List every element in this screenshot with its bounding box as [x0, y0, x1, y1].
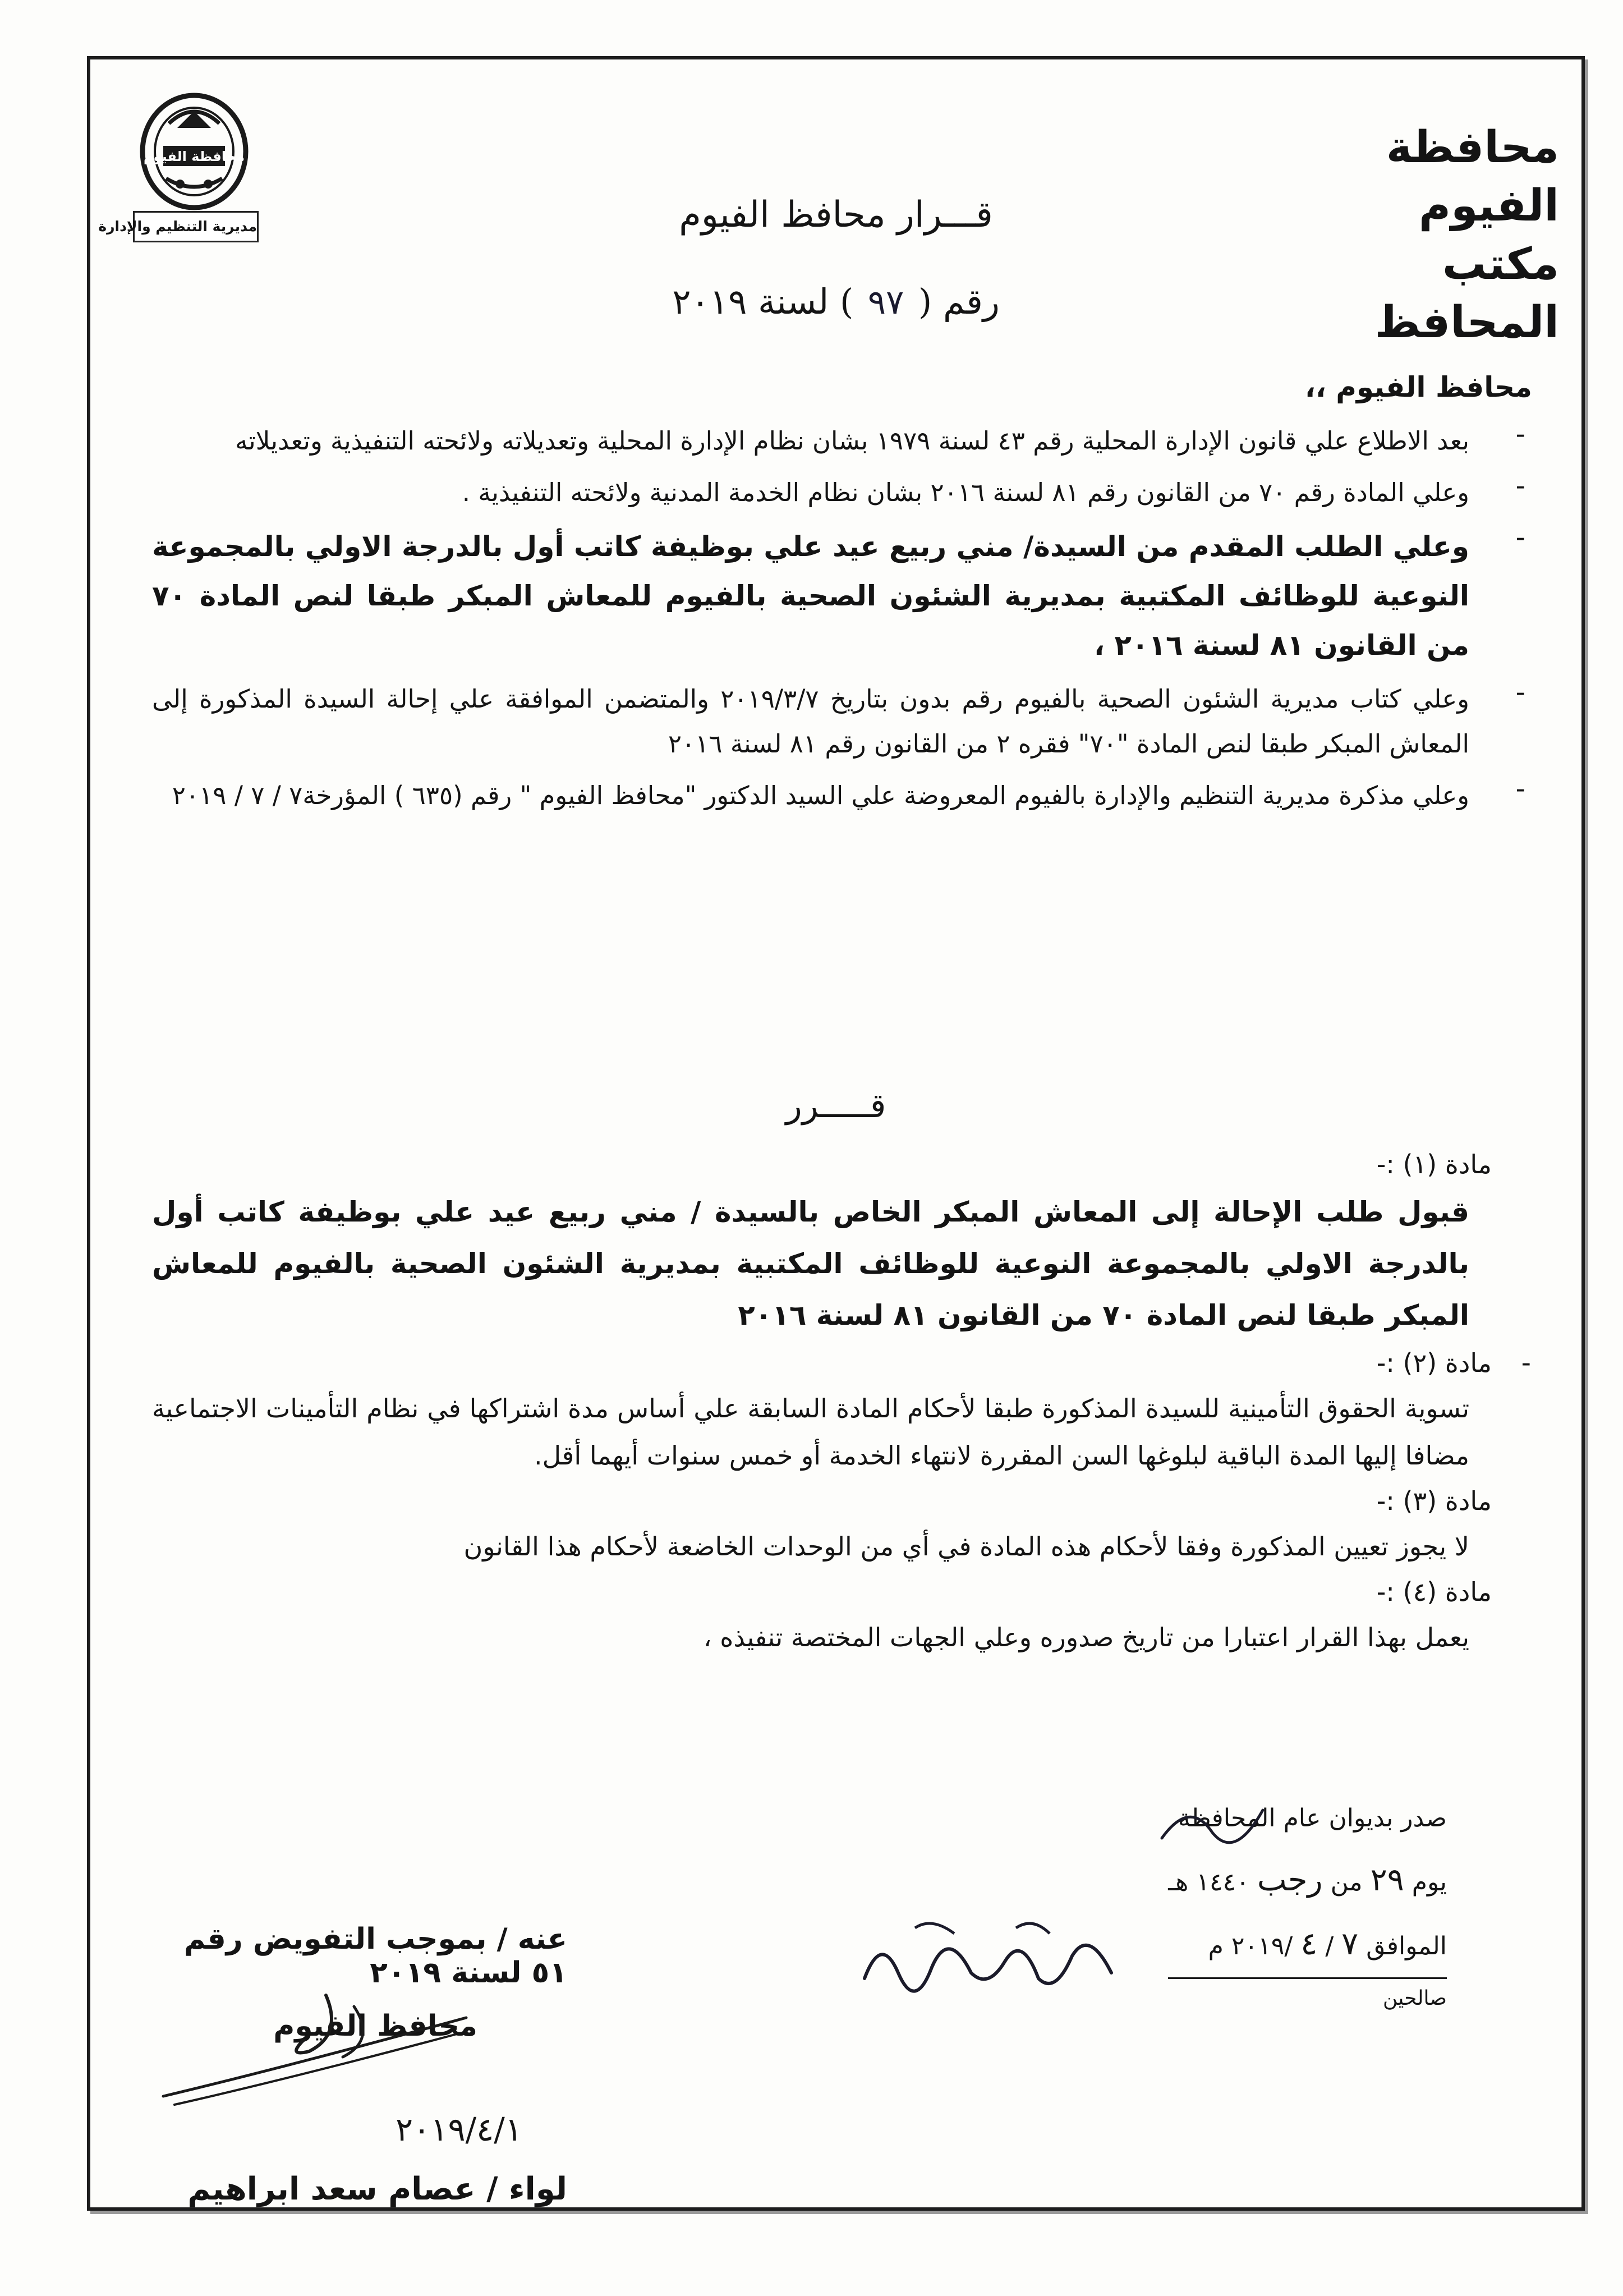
- article-text: قبول طلب الإحالة إلى المعاش المبكر الخاص بالسيدة / مني ربيع عيد علي بوظيفة كاتب أول بالدرجة الاولي بالمجموعة النوعية للوظائف المكتبية بمديرية الشئون الصحية بالفيوم للمعاش المبكر طبقا لنص المادة ٧٠ من القانون ٨١ لسنة ٢٠١٦: [152, 1196, 1469, 1331]
- bullet-dash: -: [1515, 419, 1525, 450]
- gregorian-month: ٤: [1300, 1926, 1318, 1962]
- preamble-text: بعد الاطلاع علي قانون الإدارة المحلية رقم ٤٣ لسنة ١٩٧٩ بشان نظام الإدارة المحلية وتعديلاته ولائحته التنفيذية وتعديلاته: [235, 426, 1469, 456]
- seal-text: محافظة الفيوم: [143, 149, 245, 164]
- handwritten-initials-icon: [848, 1894, 1139, 2023]
- governor-signature-icon: [141, 1973, 489, 2113]
- hijri-from: من: [1330, 1868, 1363, 1897]
- article-title: مادة (١) :-: [1376, 1149, 1492, 1179]
- document-page: [87, 56, 1585, 2211]
- decision-title: قـــرار محافظ الفيوم: [679, 194, 993, 236]
- footnote-name: صالحين: [1382, 1987, 1447, 2010]
- preamble-clause: [152, 677, 1537, 766]
- delegation-line: عنه / بموجب التفويض رقم ٥١ لسنة ٢٠١٩: [183, 1922, 567, 1990]
- preamble-clause: [152, 419, 1537, 463]
- preamble-clause: [152, 470, 1537, 515]
- preamble-clause: [152, 522, 1537, 670]
- decision-number-suffix: ) لسنة ٢٠١٩: [672, 281, 854, 322]
- bullet-dash: -: [1515, 677, 1525, 708]
- seal-caption: مديرية التنظيم والإدارة: [133, 211, 259, 242]
- preamble-clause: [152, 773, 1537, 818]
- bullet-dash: -: [1515, 470, 1525, 502]
- article-text: تسوية الحقوق التأمينية للسيدة المذكورة طبقا لأحكام المادة السابقة علي أساس مدة اشتراكها في نظام التأمينات الاجتماعية مضافا إليها المدة الباقية لبلوغها السن المقررة لانتهاء الخدمة أو خمس سنوات أيهما أقل.: [152, 1393, 1469, 1471]
- article-title: [152, 1341, 1537, 1385]
- hijri-year: ١٤٤٠ هـ: [1168, 1868, 1249, 1897]
- hijri-month: رجب: [1257, 1862, 1323, 1898]
- addressee: محافظ الفيوم ،،: [1304, 371, 1532, 403]
- decision-number: [90, 281, 1581, 322]
- office-name: مكتب المحافظ: [1374, 239, 1559, 348]
- article-text: يعمل بهذا القرار اعتبارا من تاريخ صدوره وعلي الجهات المختصة تنفيذه ،: [703, 1622, 1469, 1652]
- bullet-dash: -: [1515, 773, 1525, 805]
- bullet-dash: -: [1515, 522, 1525, 553]
- decision-heading: قـــــرر: [785, 1086, 886, 1126]
- preamble-text: وعلي المادة رقم ٧٠ من القانون رقم ٨١ لسنة ٢٠١٦ بشان نظام الخدمة المدنية ولائحته التنفيذية .: [462, 477, 1469, 507]
- article-title: مادة (٣) :-: [1376, 1486, 1492, 1516]
- preamble-text: وعلي الطلب المقدم من السيدة/ مني ربيع عيد علي بوظيفة كاتب أول بالدرجة الاولي بالمجموعة النوعية للوظائف المكتبية بمديرية الشئون الصحية بالفيوم للمعاش المبكر طبقا لنص المادة ٧٠ من القانون ٨١ لسنة ٢٠١٦ ،: [152, 530, 1469, 662]
- articles: [152, 1142, 1537, 1661]
- preamble-clauses: [152, 419, 1537, 825]
- decision-number-value: ٩٧: [867, 283, 904, 322]
- gregorian-prefix: الموافق: [1366, 1932, 1447, 1960]
- governorate-name: محافظة الفيوم: [1386, 122, 1559, 231]
- preamble-text: وعلي كتاب مديرية الشئون الصحية بالفيوم رقم بدون بتاريخ ٢٠١٩/٣/٧ والمتضمن الموافقة علي إحالة السيدة المذكورة إلى المعاش المبكر طبقا لنص المادة "٧٠" فقره ٢ من القانون رقم ٨١ لسنة ٢٠١٦: [152, 684, 1469, 759]
- gregorian-date: الموافق ٧ / ٤ /٢٠١٩ م: [1168, 1913, 1447, 1979]
- gregorian-year: /٢٠١٩ م: [1208, 1932, 1293, 1960]
- hijri-prefix: يوم: [1411, 1868, 1447, 1897]
- hijri-signature-stroke-icon: [1151, 1788, 1285, 1872]
- article-title: مادة (٤) :-: [1376, 1577, 1492, 1607]
- hijri-day: ٢٩: [1370, 1862, 1404, 1898]
- seal-emblem-icon: [124, 89, 264, 212]
- decision-number-prefix: رقم (: [918, 281, 1000, 322]
- bullet-dash: -: [1521, 1347, 1531, 1379]
- issued-at: صدر بديوان عام المحافظة: [1178, 1804, 1447, 1833]
- gregorian-day: ٧: [1341, 1926, 1359, 1962]
- authority-name: لواء / عصام سعد ابراهيم: [187, 2171, 567, 2207]
- authority-signature-date: ٢٠١٩/٤/١: [396, 2110, 522, 2148]
- article-text: لا يجوز تعيين المذكورة وفقا لأحكام هذه المادة في أي من الوحدات الخاضعة لأحكام هذا القانون: [463, 1531, 1469, 1562]
- preamble-text: وعلي مذكرة مديرية التنظيم والإدارة بالفيوم المعروضة علي السيد الدكتور "محافظ الفيوم " رقم (٦٣٥ ) المؤرخة٧ / ٧ / ٢٠١٩: [172, 780, 1469, 810]
- article-title-text: مادة (٢) :-: [1376, 1348, 1492, 1378]
- authority-title: محافظ الفيوم: [273, 2009, 477, 2043]
